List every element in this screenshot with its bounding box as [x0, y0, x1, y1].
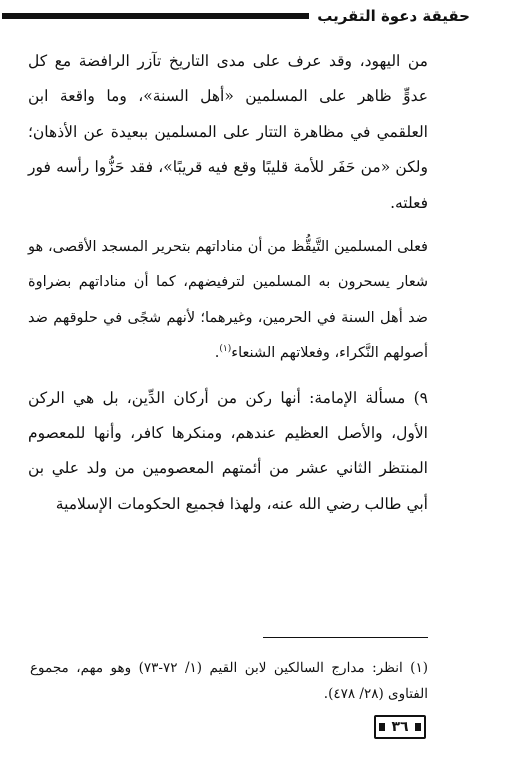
running-title: حقيقة دعوة التقريب — [317, 7, 470, 25]
running-header — [2, 4, 470, 28]
page-number-frame — [374, 715, 426, 739]
body-text — [28, 44, 428, 522]
footnote-divider — [263, 637, 428, 638]
paragraph-aqsa-text: فعلى المسلمين التَّيقُّظ من أن مناداتهم بتحرير المسجد الأقصى، هو شعار يسحرون به المسلمين لترفيضهم، كما أن مناداتهم بضراوة ضد أهل السنة في الحرمين، وغيرهما؛ لأنهم شجًى في حلوقهم ضد أصولهم النَّكراء، وفعلاتهم الشنعاء — [28, 239, 428, 362]
paragraph-rafida-history: من اليهود، وقد عرف على مدى التاريخ تآزر الرافضة مع كل عدوٍّ ظاهر على المسلمين «أهل السنة»، وما واقعة ابن العلقمي في مظاهرة التتار على المسلمين ببعيدة عن الأذهان؛ ولكن «من حَفَر للأمة قليبًا وقع فيه قريبًا»، فقد حَزُّوا رأسه فور فعلته. — [28, 52, 428, 212]
footnote-text: (١) انظر: مدارج السالكين لابن القيم (١/ ٧٢-٧٣) وهو مهم، مجموع الفتاوى (٢٨/ ٤٧٨). — [30, 659, 428, 702]
page-number: ٣٦ — [391, 719, 409, 735]
paragraph-aqsa-end: . — [214, 345, 220, 362]
header-rule — [2, 13, 309, 19]
paragraph-imamate: ٩) مسألة الإمامة: أنها ركن من أركان الدِّين، بل هي الركن الأول، والأصل العظيم عندهم، ومنكرها كافر، وأنها للمعصوم المنتظر الثاني عشر من أئمتهم المعصومين من ولد علي بن أبي طالب رضي الله عنه، ولهذا فجميع الحكومات الإسلامية — [28, 388, 428, 513]
footnote-reference[interactable]: (١) — [219, 344, 232, 355]
paragraph-aqsa-slogan — [28, 230, 428, 372]
